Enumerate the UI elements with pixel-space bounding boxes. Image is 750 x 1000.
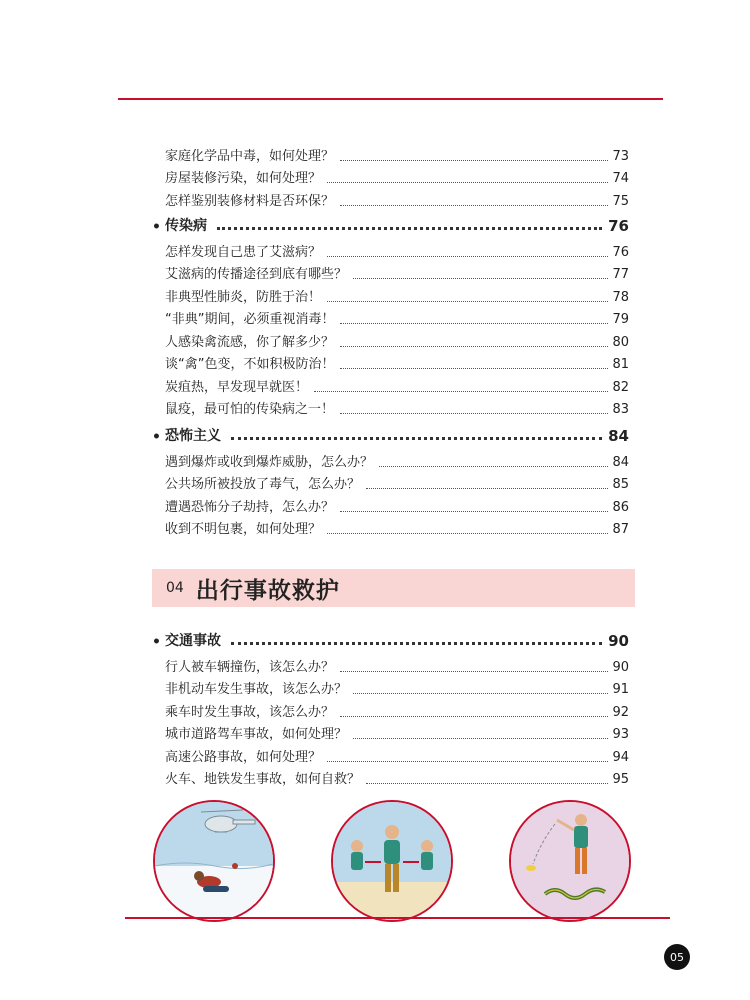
- toc-entry[interactable]: [165, 261, 629, 284]
- section-title: 传染病: [165, 218, 207, 234]
- entry-title: 城市道路驾车事故，如何处理？: [165, 727, 348, 742]
- illustration-snake-bite: [509, 800, 631, 922]
- entry-title: 人感染禽流感，你了解多少？: [165, 334, 335, 350]
- toc-entry[interactable]: [165, 743, 629, 766]
- entry-page: 84: [612, 454, 629, 470]
- leader-dots: [314, 391, 608, 392]
- entry-title: 遇到爆炸或收到爆炸威胁，怎么办？: [165, 454, 374, 470]
- leader-dots: [327, 256, 608, 257]
- chapter-number: 04: [166, 580, 184, 596]
- entry-title: 怎样发现自己患了艾滋病？: [165, 244, 322, 260]
- section-page: 84: [608, 427, 629, 445]
- section-heading-traffic[interactable]: [152, 628, 629, 650]
- leader-dots: [353, 693, 608, 694]
- entry-page: 76: [612, 244, 629, 260]
- entry-page: 83: [612, 402, 629, 417]
- toc-infectious-list: [165, 238, 629, 418]
- entry-title: 家庭化学品中毒，如何处理？: [165, 148, 335, 164]
- entry-page: 95: [612, 772, 629, 787]
- leader-dots: [340, 160, 608, 161]
- toc-entry[interactable]: [165, 448, 629, 471]
- section-bullet: •: [152, 219, 161, 235]
- entry-title: “非典”期间，必须重视消毒！: [165, 312, 335, 327]
- entry-title: 谈“禽”色变，不如积极防治！: [165, 357, 335, 372]
- leader-dots: [379, 466, 608, 467]
- illustration-helicopter-rescue: [153, 800, 275, 922]
- leader-dots: [327, 533, 608, 534]
- entry-page: 73: [612, 148, 629, 164]
- page-number: 05: [664, 944, 690, 970]
- toc-entry[interactable]: [165, 306, 629, 329]
- leader-dots: [340, 511, 608, 512]
- entry-page: 77: [612, 267, 629, 282]
- toc-entry[interactable]: [165, 493, 629, 516]
- entry-page: 80: [612, 334, 629, 350]
- entry-page: 87: [612, 522, 629, 537]
- entry-title: 高速公路事故，如何处理？: [165, 749, 322, 765]
- toc-entry[interactable]: [165, 351, 629, 374]
- leader-dots: [366, 783, 608, 784]
- toc-entry[interactable]: [165, 165, 629, 188]
- leader-dots: [340, 205, 608, 206]
- leader-dots: [231, 642, 602, 645]
- entry-title: 乘车时发生事故，该怎么办？: [165, 704, 335, 720]
- chapter-title: 出行事故救护: [195, 576, 340, 604]
- toc-entry[interactable]: [165, 396, 629, 419]
- entry-page: 81: [612, 357, 629, 372]
- toc-entry[interactable]: [165, 142, 629, 165]
- toc-top-list: [165, 142, 629, 210]
- entry-title: 艾滋病的传播途径到底有哪些？: [165, 267, 348, 282]
- leader-dots: [231, 437, 602, 440]
- leader-dots: [340, 368, 608, 369]
- entry-title: 炭疽热，早发现早就医！: [165, 379, 309, 395]
- toc-entry[interactable]: [165, 698, 629, 721]
- entry-page: 90: [612, 659, 629, 675]
- top-divider: [118, 98, 663, 100]
- toc-entry[interactable]: [165, 471, 629, 494]
- toc-terrorism-list: [165, 448, 629, 538]
- toc-entry[interactable]: [165, 373, 629, 396]
- entry-page: 94: [612, 749, 629, 765]
- entry-title: 怎样鉴别装修材料是否环保？: [165, 193, 335, 209]
- leader-dots: [340, 671, 608, 672]
- toc-entry[interactable]: [165, 283, 629, 306]
- leader-dots: [340, 716, 608, 717]
- section-title: 交通事故: [165, 633, 221, 649]
- leader-dots: [340, 413, 608, 414]
- entry-title: 火车、地铁发生事故，如何自救？: [165, 772, 361, 787]
- toc-entry[interactable]: [165, 653, 629, 676]
- entry-title: 鼠疫，最可怕的传染病之一！: [165, 402, 335, 417]
- section-page: 76: [608, 217, 629, 235]
- toc-entry[interactable]: [165, 187, 629, 210]
- leader-dots: [327, 301, 608, 302]
- toc-entry[interactable]: [165, 766, 629, 789]
- entry-page: 75: [612, 193, 629, 209]
- entry-title: 非机动车发生事故，该怎么办？: [165, 682, 348, 697]
- entry-page: 85: [612, 477, 629, 492]
- section-heading-terrorism[interactable]: [152, 423, 629, 445]
- leader-dots: [340, 323, 608, 324]
- entry-title: 公共场所被投放了毒气，怎么办？: [165, 477, 361, 492]
- entry-page: 79: [612, 312, 629, 327]
- toc-entry[interactable]: [165, 238, 629, 261]
- leader-dots: [366, 488, 608, 489]
- leader-dots: [340, 346, 608, 347]
- entry-title: 行人被车辆撞伤，该怎么办？: [165, 659, 335, 675]
- entry-title: 房屋装修污染，如何处理？: [165, 171, 322, 186]
- section-bullet: •: [152, 429, 161, 445]
- leader-dots: [327, 182, 608, 183]
- toc-entry[interactable]: [165, 721, 629, 744]
- entry-page: 74: [612, 171, 629, 186]
- section-heading-infectious[interactable]: [152, 213, 629, 235]
- toc-entry[interactable]: [165, 516, 629, 539]
- toc-traffic-list: [165, 653, 629, 788]
- toc-entry[interactable]: [165, 676, 629, 699]
- leader-dots: [327, 761, 608, 762]
- entry-page: 82: [612, 379, 629, 395]
- entry-page: 91: [612, 682, 629, 697]
- toc-entry[interactable]: [165, 328, 629, 351]
- section-title: 恐怖主义: [165, 428, 221, 444]
- entry-title: 收到不明包裹，如何处理？: [165, 522, 322, 537]
- leader-dots: [353, 738, 608, 739]
- section-bullet: •: [152, 634, 161, 650]
- entry-title: 非典型性肺炎，防胜于治！: [165, 289, 322, 305]
- bottom-divider: [125, 917, 670, 919]
- leader-dots: [353, 278, 608, 279]
- section-page: 90: [608, 632, 629, 650]
- leader-dots: [217, 227, 602, 230]
- entry-title: 遭遇恐怖分子劫持，怎么办？: [165, 499, 335, 515]
- illustration-exercise-man: [331, 800, 453, 922]
- entry-page: 93: [612, 727, 629, 742]
- entry-page: 92: [612, 704, 629, 720]
- entry-page: 78: [612, 289, 629, 305]
- chapter-banner[interactable]: [152, 569, 635, 607]
- entry-page: 86: [612, 499, 629, 515]
